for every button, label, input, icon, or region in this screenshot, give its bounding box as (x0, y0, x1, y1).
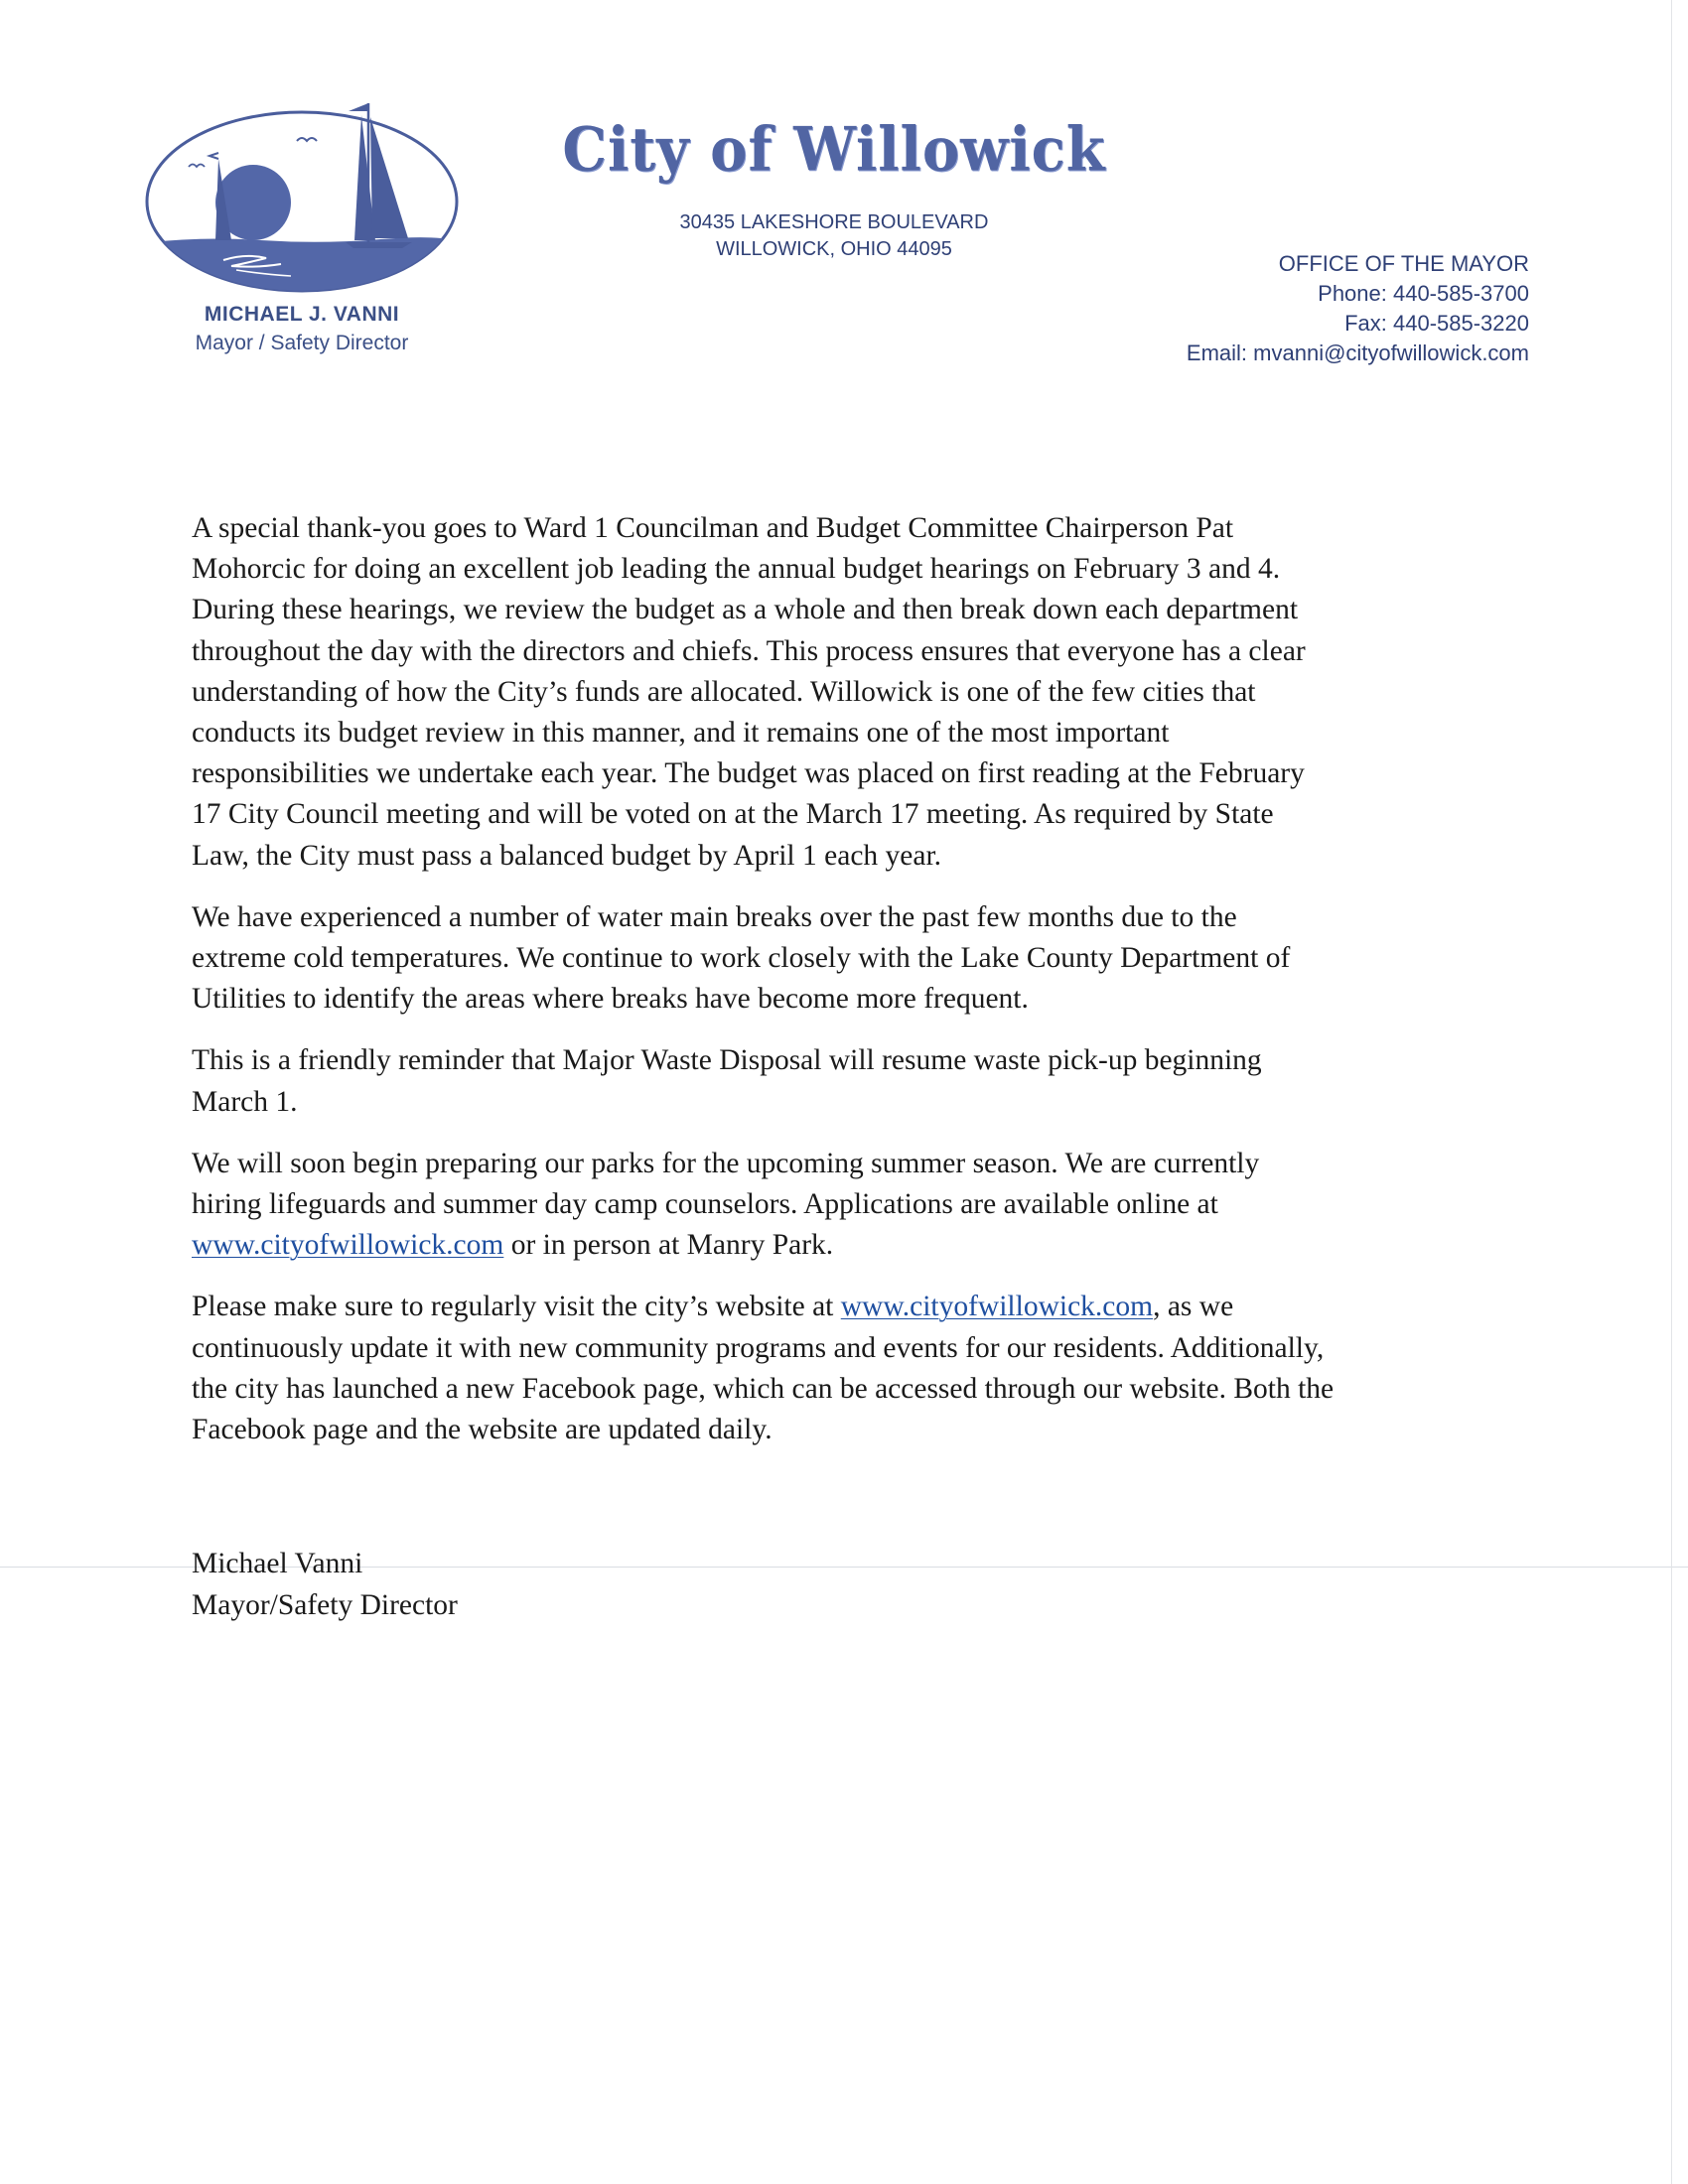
text-line: During these hearings, we review the budget as a whole and then break down each department (192, 594, 1299, 626)
text-line: understanding of how the City’s funds are allocated. Willowick is one of the few cities that (192, 675, 1256, 708)
logo-hull (346, 242, 412, 248)
text-line: conducts its budget review in this manner, and it remains one of the most important (192, 717, 1170, 750)
text-line: the city has launched a new Facebook page, which can be accessed through our website. Both the (192, 1372, 1335, 1405)
text-line: hiring lifeguards and summer day camp counselors. Applications are available online at (192, 1188, 1218, 1221)
logo-bird (189, 165, 205, 168)
text-line: A special thank-you goes to Ward 1 Councilman and Budget Committee Chairperson Pat (192, 512, 1234, 544)
logo-water (142, 237, 462, 298)
office-heading: OFFICE OF THE MAYOR (1278, 251, 1529, 276)
city-name-heading: City of Willowick (562, 114, 1106, 186)
text-fragment: , as we (1153, 1291, 1234, 1323)
mayor-name: MICHAEL J. VANNI (204, 303, 400, 326)
text-line: March 1. (192, 1085, 298, 1118)
paragraph-budget (192, 508, 1512, 877)
text-line: continuously update it with new community programs and events for our residents. Additionally, (192, 1331, 1325, 1364)
logo-flag (349, 103, 368, 111)
logo-bird (297, 138, 317, 141)
scan-artifact-edge (1671, 0, 1672, 2184)
text-line: Law, the City must pass a balanced budget by April 1 each year. (192, 839, 942, 872)
address-line-1: 30435 LAKESHORE BOULEVARD (679, 211, 989, 233)
text-line: Facebook page and the website are updated daily. (192, 1414, 773, 1446)
text-line: 17 City Council meeting and will be voted on at the March 17 meeting. As required by State (192, 798, 1274, 831)
text-line: Utilities to identify the areas where breaks have become more frequent. (192, 983, 1029, 1016)
website-link[interactable]: www.cityofwillowick.com (840, 1291, 1154, 1323)
signature-title: Mayor/Safety Director (192, 1589, 458, 1621)
office-email: Email: mvanni@cityofwillowick.com (1186, 341, 1529, 365)
text-line (192, 1225, 1512, 1266)
letter-body (192, 508, 1512, 1471)
office-phone: Phone: 440-585-3700 (1318, 281, 1529, 306)
text-line: We have experienced a number of water main breaks over the past few months due to the (192, 900, 1237, 933)
paragraph-waste (192, 1040, 1512, 1122)
text-line: This is a friendly reminder that Major Waste Disposal will resume waste pick-up beginning (192, 1044, 1262, 1077)
logo-mainsail (370, 117, 408, 238)
paragraph-water-main (192, 897, 1512, 1021)
website-link[interactable]: www.cityofwillowick.com (192, 1229, 504, 1262)
logo-small-flag (210, 153, 218, 159)
text-line: extreme cold temperatures. We continue to work closely with the Lake County Department of (192, 942, 1291, 975)
signature-block (192, 1543, 458, 1626)
office-fax: Fax: 440-585-3220 (1344, 311, 1529, 336)
signature-name: Michael Vanni (192, 1548, 363, 1579)
text-line: Mohorcic for doing an excellent job leading the annual budget hearings on February 3 and 4. (192, 553, 1281, 586)
text-line (192, 1287, 1512, 1327)
sailboat-sunset-icon (142, 99, 462, 298)
mayor-title: Mayor / Safety Director (195, 332, 409, 354)
text-line: throughout the day with the directors and chiefs. This process ensures that everyone has a clear (192, 634, 1306, 667)
address-line-2: WILLOWICK, OHIO 44095 (716, 238, 952, 260)
text-line: responsibilities we undertake each year. The budget was placed on first reading at the February (192, 757, 1305, 790)
paragraph-parks (192, 1144, 1512, 1267)
text-line: We will soon begin preparing our parks for the upcoming summer season. We are currently (192, 1147, 1260, 1179)
text-fragment: or in person at Manry Park. (503, 1229, 834, 1262)
paragraph-website (192, 1287, 1512, 1450)
text-fragment: Please make sure to regularly visit the city’s website at (192, 1291, 841, 1323)
